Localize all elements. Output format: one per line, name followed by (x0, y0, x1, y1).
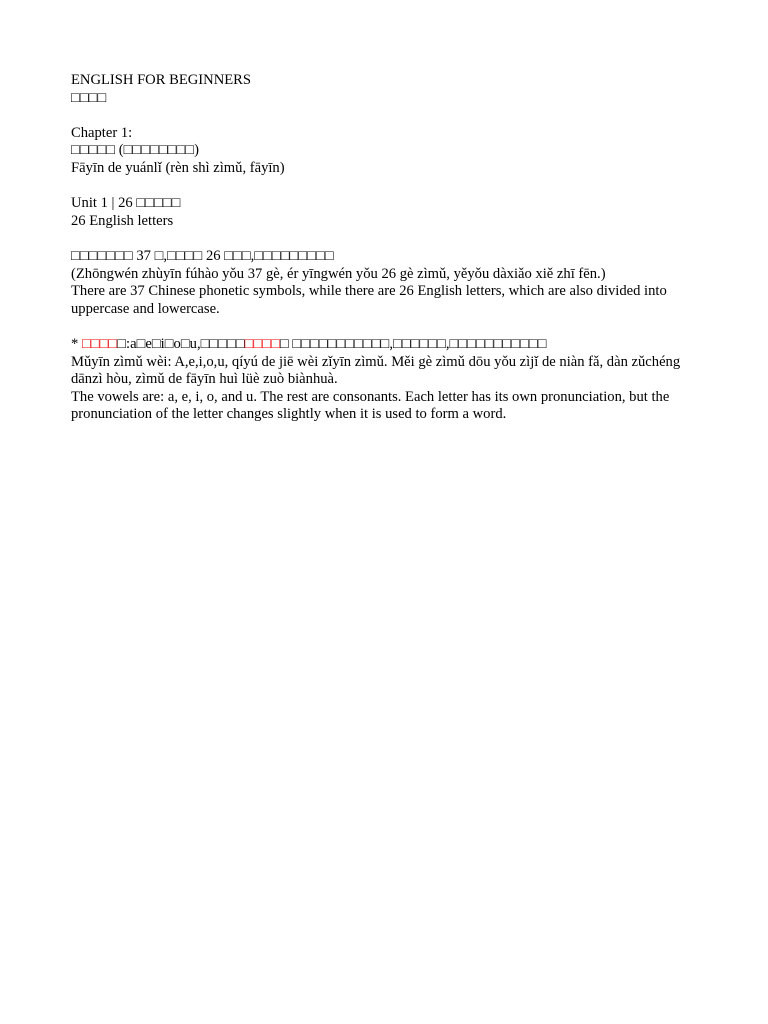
chapter-label: Chapter 1: (71, 124, 133, 141)
unit-heading-en: 26 English letters (71, 212, 174, 229)
chapter-title-pinyin: Fāyīn de yuánlǐ (rèn shì zìmǔ, fāyīn) (71, 159, 285, 176)
bullet-marker: * (71, 335, 82, 352)
paragraph-2-cn-rest: □ □□□□□□□□□□□,□□□□□□,□□□□□□□□□□□ (279, 335, 547, 352)
paragraph-1-en: There are 37 Chinese phonetic symbols, while there are 26 English letters, which are also divided into uppercase and lowercase. (71, 283, 667, 317)
consonant-term-highlight: □□□□ (244, 335, 280, 352)
unit-heading-cn: Unit 1 | 26 □□□□□ (71, 195, 181, 212)
chapter-title-cn: □□□□□ (□□□□□□□□) (71, 142, 199, 159)
spacer (71, 178, 701, 196)
doc-title: ENGLISH FOR BEGINNERS (71, 72, 251, 88)
paragraph-1-cn: □□□□□□□ 37 □,□□□□ 26 □□□,□□□□□□□□□ (71, 247, 334, 264)
vowel-term-highlight: □□□□ (81, 335, 118, 352)
spacer (71, 107, 701, 125)
doc-title-cn: □□□□ (71, 89, 107, 106)
paragraph-2-pinyin: Mǔyīn zìmǔ wèi: A,e,i,o,u, qíyú de jiē wèi zǐyīn zìmǔ. Měi gè zìmǔ dōu yǒu zìjǐ de niàn fǎ, dàn zǔchéng dānzì hòu, zìmǔ de fāyīn huì lüè zuò biànhuà. (71, 353, 681, 388)
spacer (71, 230, 701, 248)
paragraph-2-en: The vowels are: a, e, i, o, and u. The rest are consonants. Each letter has its own pronunciation, but the pronunciation of the letter changes slightly when it is used to form a word. (71, 388, 670, 423)
spacer (71, 318, 701, 336)
document-page (71, 72, 701, 424)
paragraph-2-cn (71, 336, 701, 354)
paragraph-1-pinyin: (Zhōngwén zhùyīn fúhào yǒu 37 gè, ér yīngwén yǒu 26 gè zìmǔ, yěyǒu dàxiǎo xiě zhī fēn.) (71, 265, 606, 282)
paragraph-2-cn-mid: □:a□e□i□o□u,□□□□□ (117, 335, 245, 352)
